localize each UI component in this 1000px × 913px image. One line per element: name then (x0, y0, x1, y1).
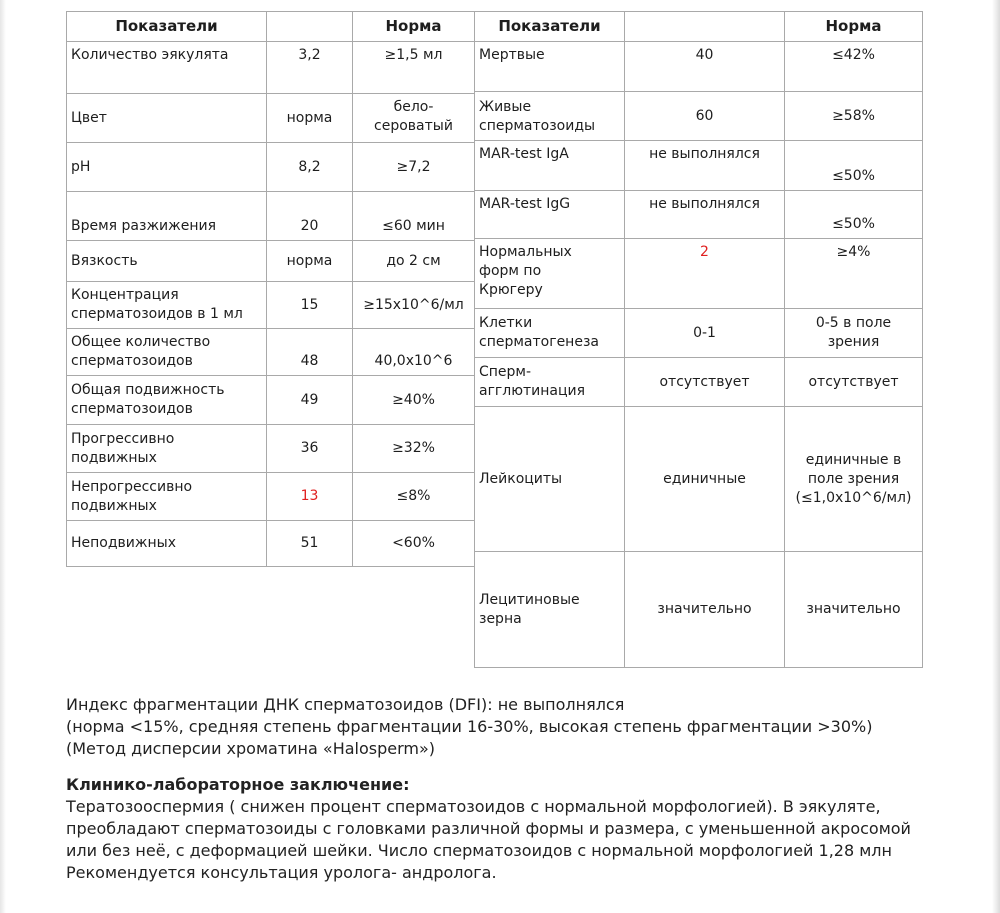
table-row (475, 141, 923, 191)
page-shadow-left (0, 0, 6, 913)
indicator-cell: Концентрация сперматозоидов в 1 мл (67, 282, 267, 329)
table-row (475, 407, 923, 552)
table-row (67, 376, 475, 425)
indicator-cell: Клетки сперматогенеза (475, 309, 625, 358)
indicator-cell: Нормальных форм по Крюгеру (475, 239, 625, 309)
indicator-cell: Неподвижных (67, 521, 267, 567)
value-cell: не выполнялся (625, 191, 785, 239)
indicator-cell: Общая подвижность сперматозоидов (67, 376, 267, 425)
indicator-cell: Сперм- агглютинация (475, 358, 625, 407)
dfi-norm-line: (норма <15%, средняя степень фрагментации 16-30%, высокая степень фрагментации >30%) (66, 717, 873, 736)
table-row (475, 239, 923, 309)
norm-cell: ≥32% (353, 425, 475, 473)
dfi-section (66, 694, 946, 760)
header-value (625, 12, 785, 42)
value-cell: 40 (625, 42, 785, 92)
table-row (67, 473, 475, 521)
conclusion-line: или без неё, с деформацией шейки. Число сперматозоидов с нормальной морфологией 1,28 млн (66, 841, 892, 860)
indicator-cell: Мертвые (475, 42, 625, 92)
norm-cell: ≤42% (785, 42, 923, 92)
semen-analysis-table-2 (474, 11, 923, 668)
table-row (475, 552, 923, 668)
table-row (67, 521, 475, 567)
table-row (67, 425, 475, 473)
value-cell: 49 (267, 376, 353, 425)
indicator-cell: Живые сперматозоиды (475, 92, 625, 141)
indicator-cell: Общее количество сперматозоидов (67, 329, 267, 376)
norm-cell: ≥58% (785, 92, 923, 141)
value-cell: норма (267, 241, 353, 282)
value-cell: отсутствует (625, 358, 785, 407)
norm-cell: ≤60 мин (353, 192, 475, 241)
conclusion-line: Рекомендуется консультация уролога- андролога. (66, 863, 497, 882)
value-cell: 51 (267, 521, 353, 567)
value-cell: значительно (625, 552, 785, 668)
norm-cell: отсутствует (785, 358, 923, 407)
page-shadow-right (992, 0, 1000, 913)
norm-cell: до 2 см (353, 241, 475, 282)
norm-cell: ≤50% (785, 141, 923, 191)
indicator-cell: Прогрессивно подвижных (67, 425, 267, 473)
table-row (67, 192, 475, 241)
value-cell: 2 (625, 239, 785, 309)
table-row (475, 191, 923, 239)
indicator-cell: Вязкость (67, 241, 267, 282)
table-row (67, 42, 475, 94)
header-indicator: Показатели (67, 12, 267, 42)
indicator-cell: Непрогрессивно подвижных (67, 473, 267, 521)
norm-cell: ≥7,2 (353, 143, 475, 192)
table-row (67, 143, 475, 192)
dfi-method-line: (Метод дисперсии хроматина «Halosperm») (66, 739, 436, 758)
table-row (67, 282, 475, 329)
table-row (67, 329, 475, 376)
value-cell: 0-1 (625, 309, 785, 358)
norm-cell: ≥15x10^6/мл (353, 282, 475, 329)
value-cell: 60 (625, 92, 785, 141)
norm-cell: <60% (353, 521, 475, 567)
table-row (475, 309, 923, 358)
norm-cell: ≥40% (353, 376, 475, 425)
indicator-cell: MAR-test IgA (475, 141, 625, 191)
norm-cell: 40,0x10^6 (353, 329, 475, 376)
conclusion-line: Тератозооспермия ( снижен процент сперматозоидов с нормальной морфологией). В эякуляте, (66, 797, 881, 816)
norm-cell: 0-5 в поле зрения (785, 309, 923, 358)
conclusion-line: преобладают сперматозоиды с головками различной формы и размера, с уменьшенной акросомой (66, 819, 911, 838)
indicator-cell: Количество эякулята (67, 42, 267, 94)
norm-cell: ≥1,5 мл (353, 42, 475, 94)
value-cell: 48 (267, 329, 353, 376)
conclusion-section (66, 774, 946, 884)
value-cell: норма (267, 94, 353, 143)
indicator-cell: pH (67, 143, 267, 192)
conclusion-title: Клинико-лабораторное заключение: (66, 775, 410, 794)
norm-cell: ≥4% (785, 239, 923, 309)
value-cell: 3,2 (267, 42, 353, 94)
dfi-line: Индекс фрагментации ДНК сперматозоидов (DFI): не выполнялся (66, 695, 625, 714)
indicator-cell: Лейкоциты (475, 407, 625, 552)
value-cell: 13 (267, 473, 353, 521)
value-cell: 8,2 (267, 143, 353, 192)
value-cell: 20 (267, 192, 353, 241)
indicator-cell: Цвет (67, 94, 267, 143)
table-row (475, 358, 923, 407)
value-cell: 36 (267, 425, 353, 473)
indicator-cell: Время разжижения (67, 192, 267, 241)
table-row (67, 94, 475, 143)
value-cell: не выполнялся (625, 141, 785, 191)
norm-cell: ≤50% (785, 191, 923, 239)
table-header-row (475, 12, 923, 42)
norm-cell: ≤8% (353, 473, 475, 521)
norm-cell: бело- сероватый (353, 94, 475, 143)
indicator-cell: MAR-test IgG (475, 191, 625, 239)
value-cell: единичные (625, 407, 785, 552)
header-norm: Норма (785, 12, 923, 42)
header-value (267, 12, 353, 42)
semen-analysis-table-1 (66, 11, 475, 567)
value-cell: 15 (267, 282, 353, 329)
header-indicator: Показатели (475, 12, 625, 42)
table-row (475, 42, 923, 92)
norm-cell: единичные в поле зрения (≤1,0x10^6/мл) (785, 407, 923, 552)
table-row (475, 92, 923, 141)
indicator-cell: Лецитиновые зерна (475, 552, 625, 668)
table-row (67, 241, 475, 282)
header-norm: Норма (353, 12, 475, 42)
norm-cell: значительно (785, 552, 923, 668)
table-header-row (67, 12, 475, 42)
